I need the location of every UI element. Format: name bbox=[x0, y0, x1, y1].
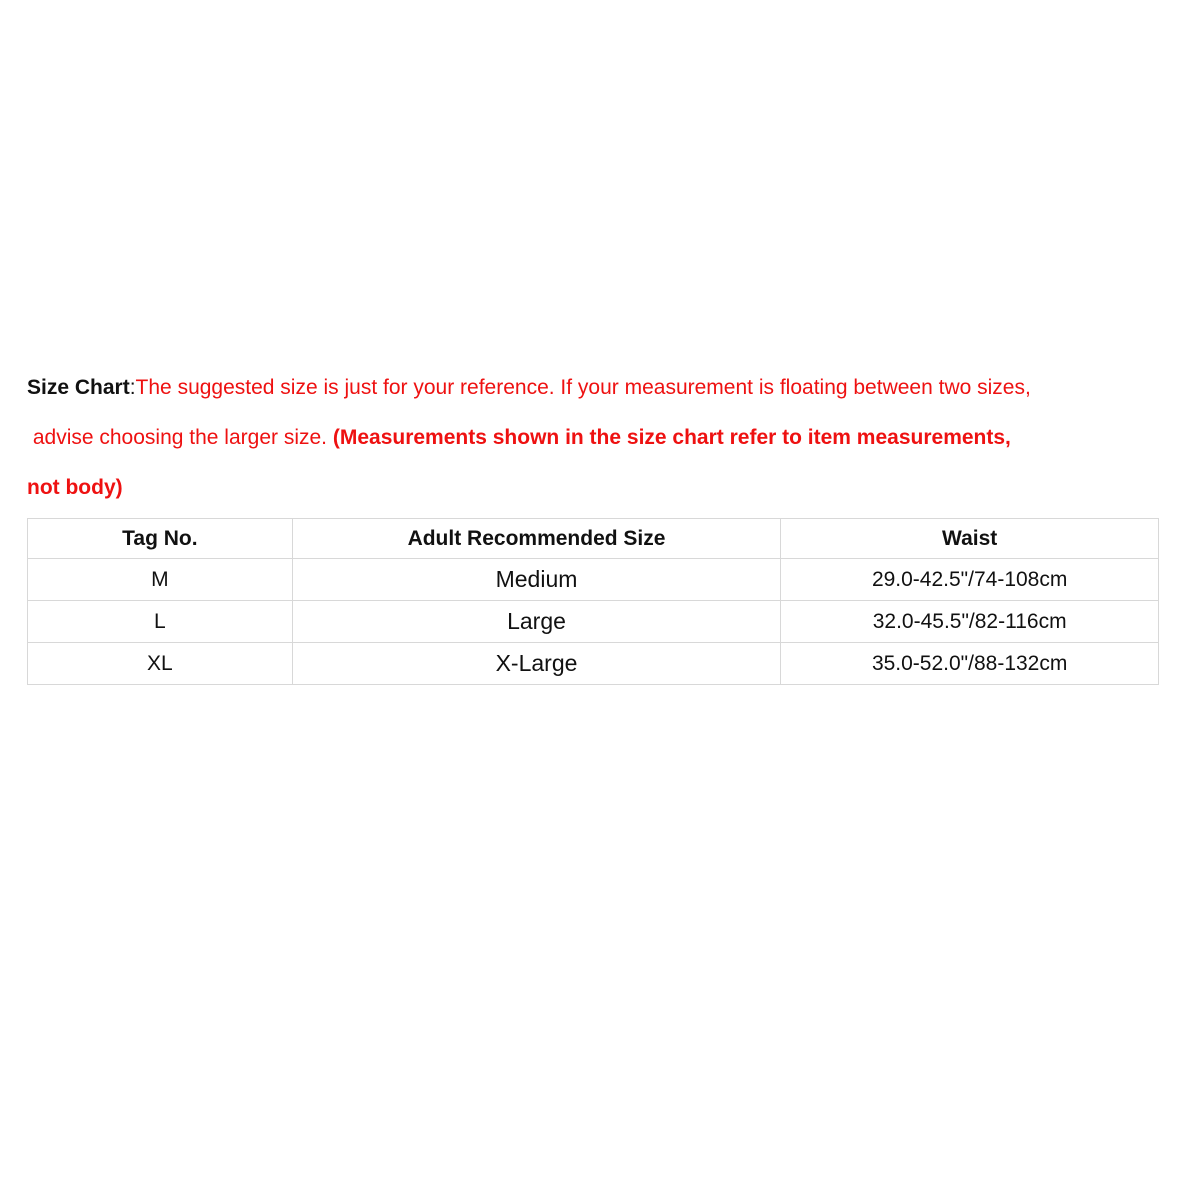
table-row bbox=[28, 601, 1159, 643]
header-adult-recommended-size: Adult Recommended Size bbox=[292, 519, 781, 559]
intro-note-text: The suggested size is just for your reference. If your measurement is floating between two sizes, bbox=[135, 376, 1031, 399]
intro-line-2 bbox=[27, 413, 1177, 463]
table-header-row bbox=[28, 519, 1159, 559]
size-name-cell: Large bbox=[292, 601, 781, 643]
tag-cell: L bbox=[28, 601, 293, 643]
waist-cell: 29.0-42.5"/74-108cm bbox=[781, 559, 1159, 601]
size-table bbox=[27, 518, 1159, 685]
table-row bbox=[28, 643, 1159, 685]
intro-advice-text: advise choosing the larger size. bbox=[27, 426, 333, 449]
measurement-note-bold-end: not body) bbox=[27, 476, 123, 499]
table-row bbox=[28, 559, 1159, 601]
tag-cell: XL bbox=[28, 643, 293, 685]
size-name-cell: Medium bbox=[292, 559, 781, 601]
tag-cell: M bbox=[28, 559, 293, 601]
size-chart-heading: Size Chart bbox=[27, 376, 130, 399]
header-waist: Waist bbox=[781, 519, 1159, 559]
intro-line-3 bbox=[27, 463, 1177, 513]
measurement-note-bold: (Measurements shown in the size chart refer to item measurements, bbox=[332, 426, 1011, 449]
header-tag-no: Tag No. bbox=[28, 519, 293, 559]
size-chart-intro bbox=[27, 363, 1177, 513]
waist-cell: 32.0-45.5"/82-116cm bbox=[781, 601, 1159, 643]
intro-line-1 bbox=[27, 363, 1177, 413]
waist-cell: 35.0-52.0"/88-132cm bbox=[781, 643, 1159, 685]
size-name-cell: X-Large bbox=[292, 643, 781, 685]
heading-colon: : bbox=[129, 376, 136, 399]
